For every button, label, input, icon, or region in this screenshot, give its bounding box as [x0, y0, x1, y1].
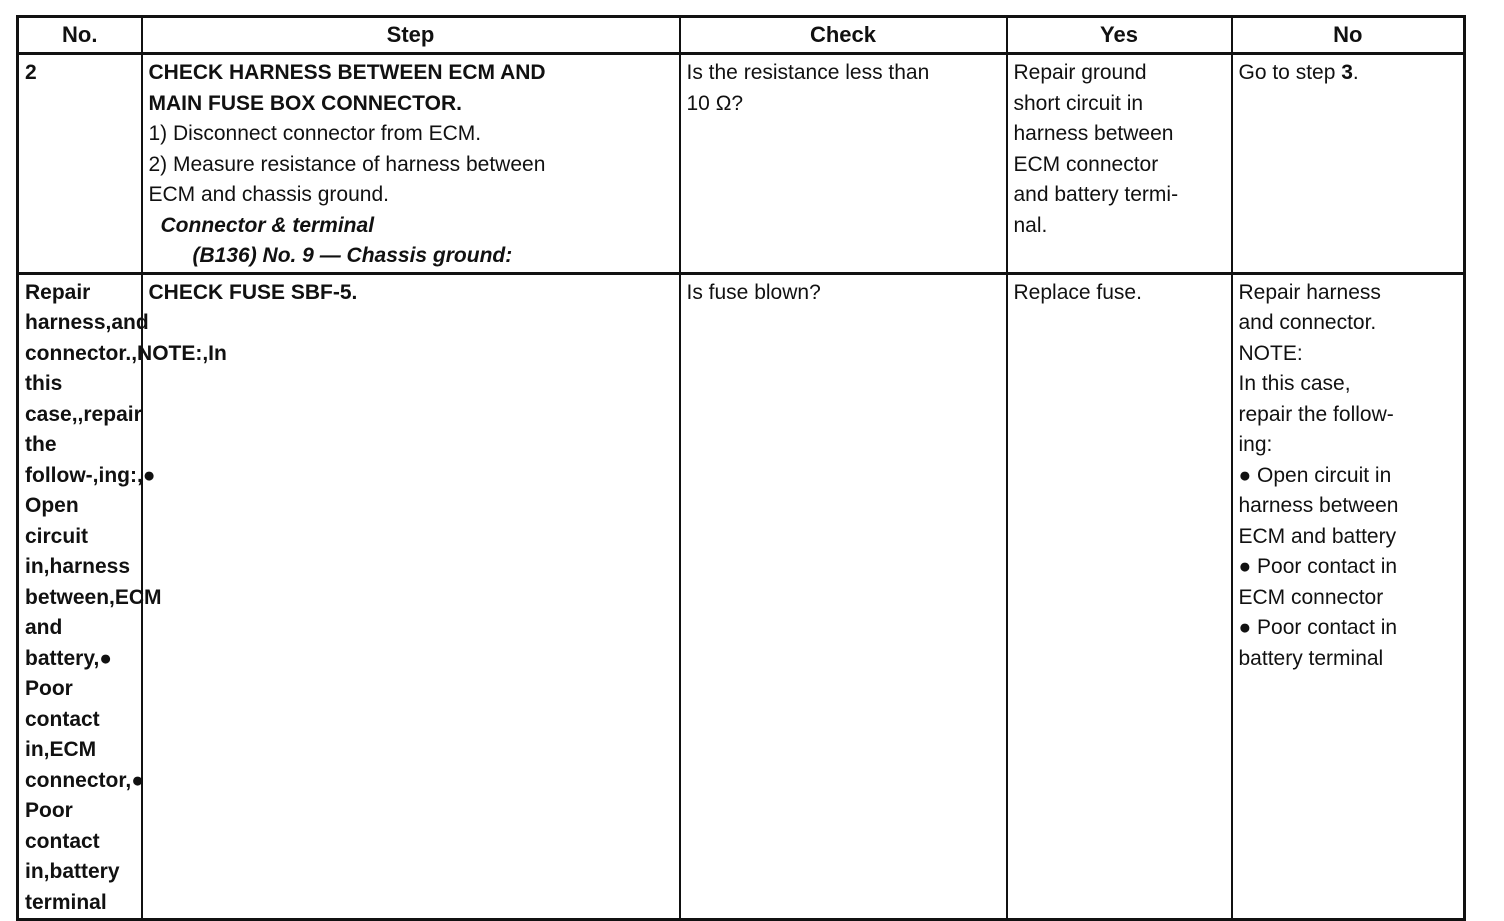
header-row [18, 17, 1465, 54]
no-text: NOTE: [1238, 341, 1303, 365]
yes-text: and battery termi- [1013, 183, 1179, 206]
row-number: 2 [18, 54, 142, 274]
no-text: and connector. [1238, 311, 1377, 334]
row-number: Repair harness,and connector.,NOTE:,In this case,,repair the follow-,ing:,● Open circuit in,harness between,ECM and battery,● Poor contact in,ECM connector,● Poor contact in,battery terminal [18, 273, 142, 920]
diagnostic-table [16, 15, 1466, 921]
connector-value: (B136) No. 9 — Chassis ground: [192, 244, 513, 267]
step-cell [142, 273, 680, 920]
check-text: Is fuse blown? [686, 280, 821, 304]
no-text: repair the follow- [1238, 402, 1394, 426]
no-text: ECM and battery [1238, 524, 1397, 548]
step-title: MAIN FUSE BOX CONNECTOR. [148, 91, 462, 115]
step-title: CHECK HARNESS BETWEEN ECM AND [148, 61, 546, 84]
header-no: No. [18, 17, 142, 54]
no-text: ● Open circuit in [1238, 463, 1392, 487]
no-text: ing: [1238, 433, 1273, 456]
table-row [18, 273, 1465, 920]
yes-text: ECM connector [1013, 152, 1159, 176]
no-text: In this case, [1238, 372, 1351, 395]
no-text-prefix: Go to step [1238, 61, 1342, 84]
yes-text: short circuit in [1013, 91, 1144, 115]
no-text-suffix: . [1352, 61, 1359, 84]
table-row [18, 54, 1465, 274]
step-cell [142, 54, 680, 274]
header-yes: Yes [1007, 17, 1232, 54]
check-text: Is the resistance less than [686, 61, 930, 84]
no-cell [1232, 273, 1465, 920]
header-no-column: No [1232, 17, 1465, 54]
connector-label: Connector & terminal [160, 213, 375, 237]
step-instruction: 1) Disconnect connector from ECM. [148, 122, 482, 145]
step-title: CHECK FUSE SBF-5. [148, 280, 358, 304]
no-text: ECM connector [1238, 585, 1384, 609]
header-check: Check [680, 17, 1007, 54]
no-text: ● Poor contact in [1238, 616, 1398, 639]
check-cell [680, 54, 1007, 274]
step-instruction: 2) Measure resistance of harness between [148, 152, 546, 176]
no-text: ● Poor contact in [1238, 555, 1398, 578]
yes-text: nal. [1013, 213, 1048, 237]
no-text: harness between [1238, 494, 1399, 517]
no-text: battery terminal [1238, 646, 1384, 670]
no-step-number: 3 [1341, 61, 1353, 84]
yes-text: Repair ground [1013, 61, 1147, 84]
no-text: Repair harness [1238, 280, 1381, 304]
check-text: 10 Ω? [686, 91, 744, 115]
yes-cell [1007, 54, 1232, 274]
check-cell [680, 273, 1007, 920]
header-step: Step [142, 17, 680, 54]
yes-text: harness between [1013, 122, 1174, 145]
yes-text: Replace fuse. [1013, 280, 1142, 304]
yes-cell [1007, 273, 1232, 920]
no-cell [1232, 54, 1465, 274]
step-instruction: ECM and chassis ground. [148, 183, 389, 206]
no-text [1239, 58, 1458, 89]
